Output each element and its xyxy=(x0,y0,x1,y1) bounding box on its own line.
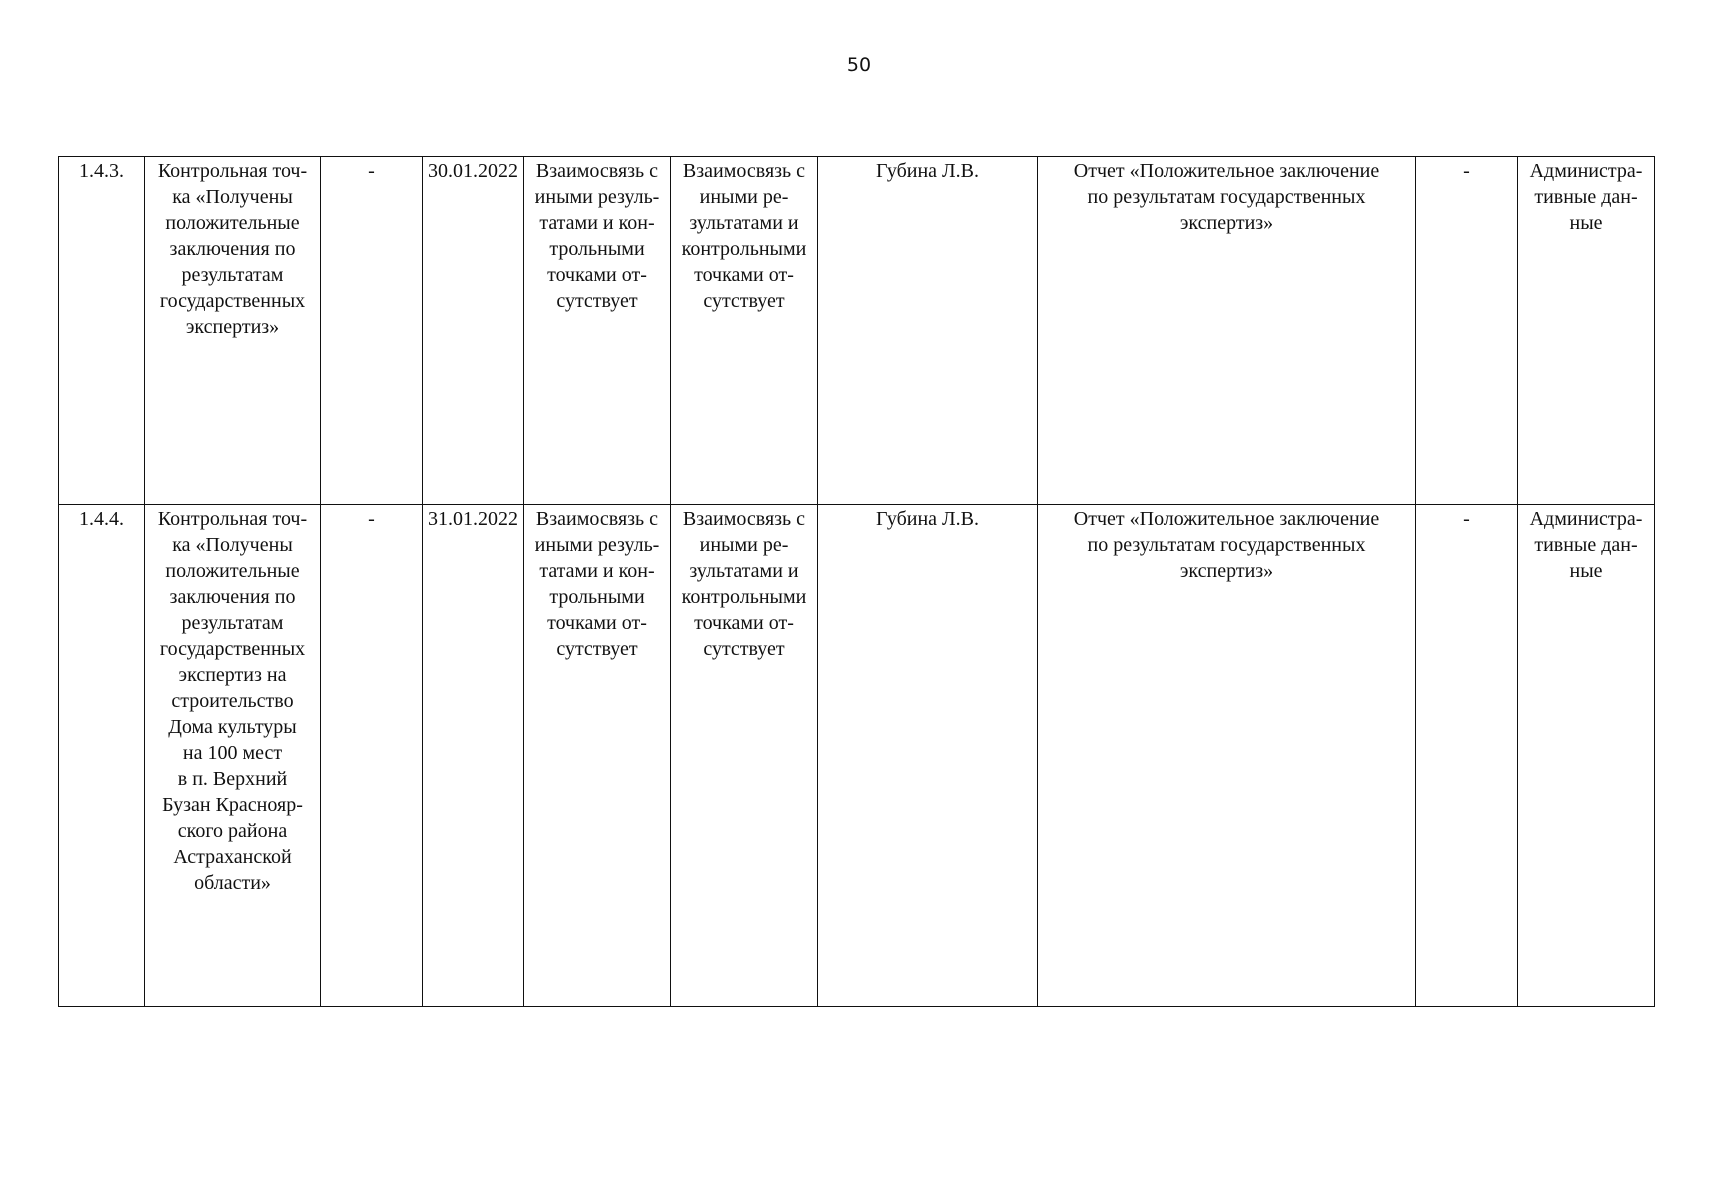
control-points-table xyxy=(58,156,1655,1007)
confirming-document: Отчет «Положительное заключение по результатам государственных экспертиз» xyxy=(1038,505,1416,1007)
start-date: - xyxy=(321,157,423,505)
next-relation: Взаимосвязь с иными ре- зультатами и контрольными точками от- сутствует xyxy=(671,505,818,1007)
start-date: - xyxy=(321,505,423,1007)
prev-relation: Взаимосвязь с иными резуль- татами и кон- трольными точками от- сутствует xyxy=(524,505,671,1007)
row-number: 1.4.3. xyxy=(59,157,145,505)
info-system: Администра- тивные дан- ные xyxy=(1518,157,1655,505)
prev-relation: Взаимосвязь с иными резуль- татами и кон- трольными точками от- сутствует xyxy=(524,157,671,505)
control-point-name: Контрольная точ- ка «Получены положительные заключения по результатам государственных экспертиз» xyxy=(145,157,321,505)
responsible: Губина Л.В. xyxy=(818,157,1038,505)
confirming-document: Отчет «Положительное заключение по результатам государственных экспертиз» xyxy=(1038,157,1416,505)
table-row xyxy=(59,157,1655,505)
end-date: 30.01.2022 xyxy=(423,157,524,505)
responsible: Губина Л.В. xyxy=(818,505,1038,1007)
end-date: 31.01.2022 xyxy=(423,505,524,1007)
page-number: 50 xyxy=(846,54,872,76)
control-point-name: Контрольная точ- ка «Получены положительные заключения по результатам государственных экспертиз на строительство Дома культуры на 100 мест в п. Верхний Бузан Краснояр- ского района Астраханской области» xyxy=(145,505,321,1007)
row-number: 1.4.4. xyxy=(59,505,145,1007)
level: - xyxy=(1416,505,1518,1007)
info-system: Администра- тивные дан- ные xyxy=(1518,505,1655,1007)
table-row xyxy=(59,505,1655,1007)
next-relation: Взаимосвязь с иными ре- зультатами и контрольными точками от- сутствует xyxy=(671,157,818,505)
level: - xyxy=(1416,157,1518,505)
